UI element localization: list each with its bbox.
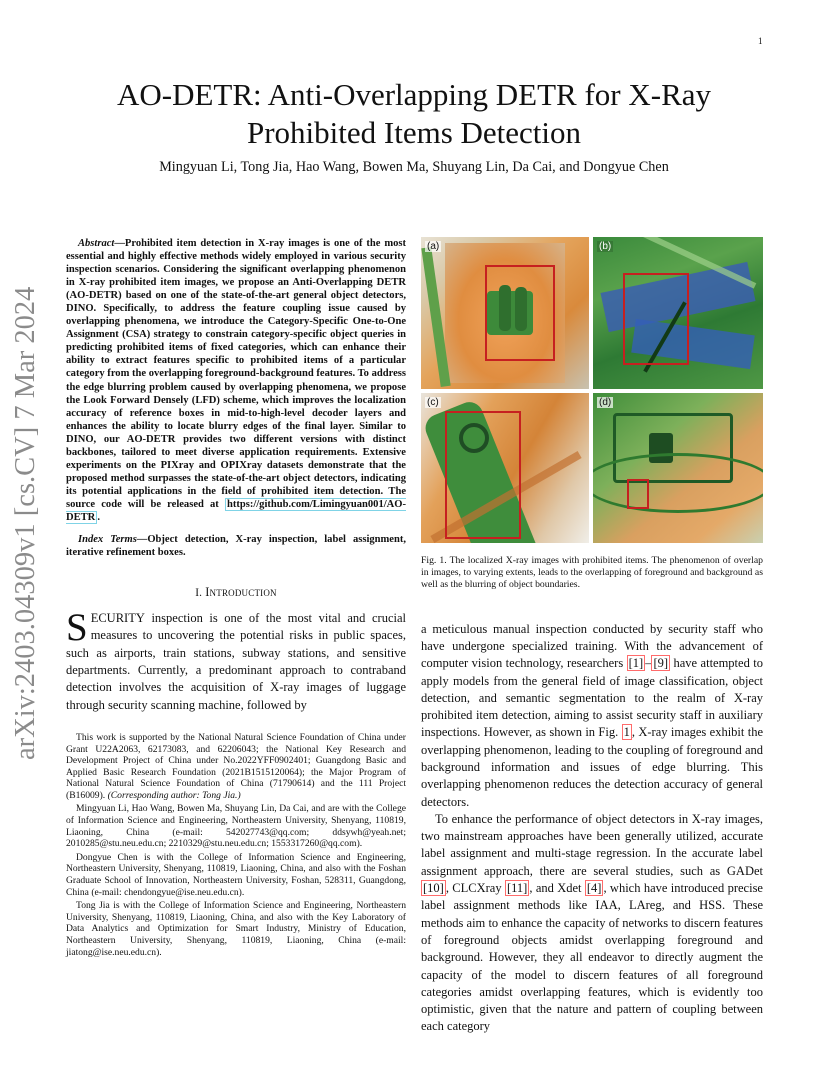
- index-terms-label: Index Terms: [78, 534, 137, 546]
- figure-reference[interactable]: 1: [623, 725, 630, 740]
- para2-text-d: , which have introduced precise label assignment methods like IAA, LAreg, and HSS. These methods aim to enhance the capacity of networks to discern features of foreground objects amidst overlapping foreground and background. However, they all endeavor to directly augment the capacity of the model to discern features of all foreground categories amidst overlapping features, which is evidently too optimistic, given that the nature and pattern of coupling between each category: [421, 881, 763, 1034]
- section-heading-introduction: [66, 585, 406, 600]
- footnote-affiliation-2: Dongyue Chen is with the College of Information Science and Engineering, Northeastern University, Shenyang, 110819, Liaoning, China, and also with the Foshan Graduate School of Innovation, Northeastern University, Foshan, 528311, Guangdong, China (e-mail: chendongyue@ise.neu.edu.cn).: [66, 851, 406, 898]
- panel-label-d: (d): [599, 397, 612, 408]
- right-paragraph-2: [421, 811, 763, 1036]
- title-line-2: Prohibited Items Detection: [246, 115, 582, 150]
- intro-smallcaps: ECURITY: [90, 611, 145, 626]
- para1-text-d: , X-ray images exhibit the overlapping phenomenon, leading to the coupling of foreground and background information and issues of edge blurring. This overlapping phenomenon reduces the detection accuracy of general detectors.: [421, 725, 764, 809]
- footnotes: [66, 732, 406, 958]
- panel-label-a: (a): [427, 241, 440, 252]
- detection-box-b: [623, 273, 689, 365]
- citation-1[interactable]: [1]: [628, 656, 644, 671]
- figure-1: [421, 237, 763, 547]
- source-code-link[interactable]: https://github.com/Limingyuan001/AO-DETR: [66, 498, 406, 523]
- para2-text-a: To enhance the performance of object detectors in X-ray images, two mainstream approaches have been generally utilized, accurate label assignment and multi-stage regression. In the accurate label assignment approach, there are several studies, such as GADet: [421, 811, 763, 878]
- para1-text-a: a meticulous manual inspection conducted by security staff who have undergone specialized training. With the advancement of computer vision technology, researchers: [421, 621, 763, 671]
- para1-text-c: have attempted to apply models from the general field of image classification, object detection, and semantic segmentation to the realm of X-ray prohibited item detection, aiming to assist security staff in auxiliary inspections. However, as shown in Fig.: [421, 656, 764, 740]
- footnote-affiliation-1: Mingyuan Li, Hao Wang, Bowen Ma, Shuyang Lin, Da Cai, and are with the College of Information Science and Engineering, Northeastern University, Shenyang, 110819, Liaoning, China (e-mail: 542027743@qq.com; ddsywh@yeah.net; 2010285@stu.neu.edu.cn; 2210329@stu.neu.edu.cn; 1553317260@qq.com).: [66, 803, 406, 850]
- xray-panel-a: [421, 237, 589, 389]
- detection-box-a: [485, 265, 555, 361]
- abstract-label: Abstract: [78, 238, 115, 249]
- footnote-funding-text: This work is supported by the National Natural Science Foundation of China under Grant U22A2063, 62173083, and 62206043; the National Key Research and Development Project of China under No.2022YFF0902401; Guangdong Basic and Applied Basic Research Foundation (2021B1515120064); the Major Program of National Natural Science Foundation of China (71790614) and the 111 Project (B16009).: [66, 731, 406, 801]
- page-number: 1: [758, 36, 763, 46]
- right-paragraph-1: [421, 621, 763, 811]
- right-column: [421, 237, 763, 1036]
- abstract: [66, 237, 406, 524]
- index-terms: [66, 533, 406, 559]
- index-terms-text: —Object detection, X-ray inspection, label assignment, iterative refinement boxes.: [66, 534, 406, 559]
- para2-text-c: , and Xdet: [529, 881, 585, 896]
- drop-cap: S: [66, 606, 88, 650]
- figure-caption: Fig. 1. The localized X-ray images with prohibited items. The phenomenon of overlap in images, to varying extents, leads to the overlapping of foreground and background as well as the blurring of object boundaries.: [421, 555, 763, 591]
- citation-10[interactable]: [10]: [423, 881, 444, 896]
- footnote-affiliation-3: Tong Jia is with the College of Information Science and Engineering, Northeastern University, Shenyang, 110819, Liaoning, China, and also with the Key Laboratory of Data Analytics and Optimization for Smart Industry, Ministry of Education, Northeastern University, Shenyang, 110819, Liaoning, China (e-mail: jiatong@ise.neu.edu.cn).: [66, 900, 406, 958]
- footnote-funding: [66, 732, 406, 802]
- para2-text-b: , CLCXray: [445, 881, 505, 896]
- xray-panel-c: [421, 393, 589, 543]
- left-column: [66, 237, 406, 960]
- abstract-text: —Prohibited item detection in X-ray images is one of the most essential and highly effective methods widely employed in various security inspection scenarios. Considering the significant overlapping phenomenon in X-ray prohibited item images, we propose an Anti-Overlapping DETR (AO-DETR) based on one of the state-of-the-art general object detectors, DINO. Specifically, to address the feature coupling issue caused by overlapping phenomena, we introduce the Category-Specific One-to-One Assignment (CSA) strategy to constrain category-specific object queries in predicting prohibited items of fixed categories, which can enhance their ability to extract features specific to prohibited items of a particular category from the overlapping foreground-background features. To address the edge blurring problem caused by overlapping phenomena, we propose the Look Forward Densely (LFD) scheme, which improves the localization accuracy of reference boxes in mid-to-high-level decoder layers and enhances the ability to locate blurry edges of the final layer. Similar to DINO, our AO-DETR provides two different versions with distinct backbones, tailored to meet diverse application requirements. Extensive experiments on the PIXray and OPIXray datasets demonstrate that the proposed method surpasses the state-of-the-art object detectors, indicating its potential applications in the field of prohibited item detection. The source code will be released at: [66, 238, 406, 510]
- intro-text: inspection is one of the most vital and crucial measures to uncovering the potential risks in public spaces, such as airports, train stations, subway stations, and sensitive departments. Currently, a predominant approach to contraband detection involves the acquisition of X-ray images of luggage through security scanning machine, followed by: [66, 611, 406, 712]
- section-numeral: I.: [195, 587, 206, 600]
- abstract-end: .: [97, 511, 100, 523]
- corresponding-author-note: (Corresponding author: Tong Jia.): [107, 789, 241, 801]
- citation-11[interactable]: [11]: [506, 881, 528, 896]
- panel-label-b: (b): [599, 241, 612, 252]
- title-line-1: AO-DETR: Anti-Overlapping DETR for X-Ray: [116, 77, 712, 112]
- panel-label-c: (c): [427, 397, 439, 408]
- detection-box-d: [627, 479, 649, 509]
- author-list: Mingyuan Li, Tong Jia, Hao Wang, Bowen Ma, Shuyang Lin, Da Cai, and Dongyue Chen: [159, 159, 669, 175]
- detection-box-c: [445, 411, 521, 539]
- para1-dash: –: [645, 656, 652, 671]
- arxiv-identifier: [10, 286, 54, 1072]
- right-column-text: [421, 621, 763, 1036]
- citation-9[interactable]: [9]: [653, 656, 669, 671]
- citation-4[interactable]: [4]: [586, 881, 602, 896]
- paper-title: [60, 76, 768, 152]
- xray-panel-d: [593, 393, 763, 543]
- xray-panel-b: [593, 237, 763, 389]
- arxiv-identifier-text: arXiv:2403.04309v1 [cs.CV] 7 Mar 2024: [10, 286, 41, 760]
- introduction-paragraph: [66, 606, 406, 714]
- section-title: Introduction: [205, 585, 277, 600]
